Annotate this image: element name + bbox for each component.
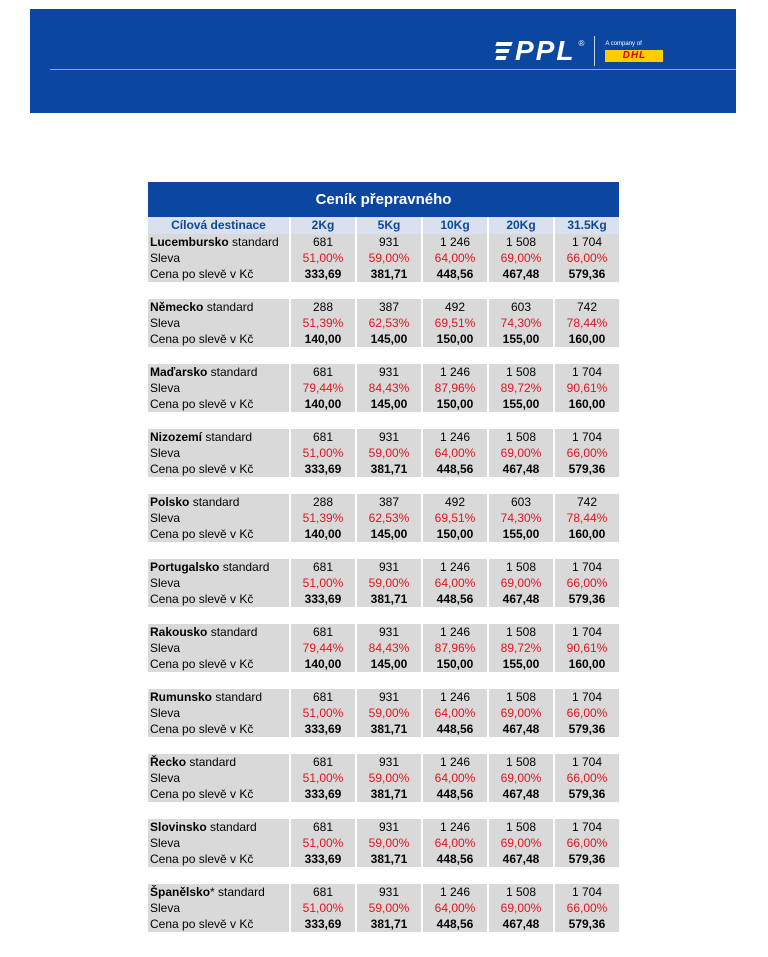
discount-label: Sleva xyxy=(148,640,289,656)
base-price-cell: 1 704 xyxy=(555,819,619,835)
discounted-price-cell: 579,36 xyxy=(555,916,619,932)
ppl-logo xyxy=(496,36,663,66)
discount-cell: 64,00% xyxy=(423,770,487,786)
discounted-price-cell: 448,56 xyxy=(423,851,487,867)
discounted-price-cell: 140,00 xyxy=(291,656,355,672)
company-of-label: A company of xyxy=(605,41,642,47)
country-footnote-mark: * xyxy=(210,885,215,899)
discounted-price-cell: 333,69 xyxy=(291,916,355,932)
column-header: 20Kg xyxy=(489,217,553,234)
destination-label xyxy=(148,624,289,640)
service-label: standard xyxy=(192,495,240,509)
discounted-price-cell: 160,00 xyxy=(555,656,619,672)
discounted-price-cell: 160,00 xyxy=(555,396,619,412)
discount-cell: 78,44% xyxy=(555,510,619,526)
discount-cell: 69,00% xyxy=(489,835,553,851)
spacer-cell xyxy=(148,542,619,559)
discount-cell: 59,00% xyxy=(357,770,421,786)
base-price-cell: 681 xyxy=(291,429,355,445)
base-price-cell: 1 246 xyxy=(423,364,487,380)
base-price-row xyxy=(148,494,619,510)
service-label: standard xyxy=(205,430,253,444)
discounted-price-cell: 467,48 xyxy=(489,461,553,477)
base-price-cell: 1 508 xyxy=(489,754,553,770)
discount-row xyxy=(148,770,619,786)
discount-row xyxy=(148,705,619,721)
discount-cell: 69,00% xyxy=(489,705,553,721)
discounted-price-label: Cena po slevě v Kč xyxy=(148,656,289,672)
discounted-price-cell: 150,00 xyxy=(423,656,487,672)
discount-cell: 59,00% xyxy=(357,445,421,461)
column-header-row xyxy=(148,217,619,234)
discounted-price-cell: 150,00 xyxy=(423,396,487,412)
discount-cell: 66,00% xyxy=(555,900,619,916)
column-header: 5Kg xyxy=(357,217,421,234)
discount-cell: 64,00% xyxy=(423,900,487,916)
base-price-cell: 1 508 xyxy=(489,689,553,705)
discount-cell: 90,61% xyxy=(555,380,619,396)
base-price-cell: 288 xyxy=(291,299,355,315)
discount-cell: 64,00% xyxy=(423,575,487,591)
base-price-cell: 681 xyxy=(291,754,355,770)
base-price-cell: 1 246 xyxy=(423,429,487,445)
base-price-row xyxy=(148,689,619,705)
discount-row xyxy=(148,315,619,331)
base-price-cell: 1 508 xyxy=(489,559,553,575)
discount-cell: 51,00% xyxy=(291,445,355,461)
base-price-cell: 1 508 xyxy=(489,429,553,445)
discounted-price-cell: 333,69 xyxy=(291,721,355,737)
discounted-price-cell: 448,56 xyxy=(423,786,487,802)
discounted-price-label: Cena po slevě v Kč xyxy=(148,331,289,347)
header-divider xyxy=(50,69,736,70)
spacer-cell xyxy=(148,607,619,624)
discount-row xyxy=(148,900,619,916)
discount-cell: 64,00% xyxy=(423,250,487,266)
discounted-price-cell: 145,00 xyxy=(357,396,421,412)
discount-cell: 64,00% xyxy=(423,705,487,721)
base-price-cell: 931 xyxy=(357,689,421,705)
discount-cell: 66,00% xyxy=(555,835,619,851)
discount-row xyxy=(148,250,619,266)
discount-label: Sleva xyxy=(148,510,289,526)
base-price-cell: 931 xyxy=(357,754,421,770)
discounted-price-cell: 155,00 xyxy=(489,331,553,347)
country-name: Rakousko xyxy=(150,625,208,639)
base-price-cell: 1 508 xyxy=(489,624,553,640)
discount-cell: 78,44% xyxy=(555,315,619,331)
base-price-cell: 931 xyxy=(357,819,421,835)
base-price-row xyxy=(148,364,619,380)
discount-cell: 66,00% xyxy=(555,705,619,721)
column-header: 31.5Kg xyxy=(555,217,619,234)
discounted-price-cell: 145,00 xyxy=(357,656,421,672)
country-name: Lucembursko xyxy=(150,235,229,249)
discounted-price-cell: 381,71 xyxy=(357,916,421,932)
discount-row xyxy=(148,445,619,461)
discounted-price-cell: 140,00 xyxy=(291,331,355,347)
discounted-price-cell: 381,71 xyxy=(357,786,421,802)
group-spacer xyxy=(148,737,619,754)
group-spacer xyxy=(148,347,619,364)
discount-row xyxy=(148,835,619,851)
discount-cell: 69,00% xyxy=(489,575,553,591)
discount-label: Sleva xyxy=(148,770,289,786)
discount-row xyxy=(148,380,619,396)
discount-cell: 84,43% xyxy=(357,640,421,656)
discount-cell: 62,53% xyxy=(357,315,421,331)
discounted-price-cell: 448,56 xyxy=(423,266,487,282)
base-price-cell: 603 xyxy=(489,299,553,315)
destination-label xyxy=(148,364,289,380)
discounted-price-row xyxy=(148,721,619,737)
discount-cell: 87,96% xyxy=(423,640,487,656)
discounted-price-cell: 579,36 xyxy=(555,591,619,607)
base-price-cell: 681 xyxy=(291,624,355,640)
discount-cell: 89,72% xyxy=(489,380,553,396)
discount-cell: 59,00% xyxy=(357,705,421,721)
discount-cell: 69,00% xyxy=(489,445,553,461)
column-header: Cílová destinace xyxy=(148,217,289,234)
country-name: Řecko xyxy=(150,755,187,769)
destination-label xyxy=(148,299,289,315)
discount-cell: 90,61% xyxy=(555,640,619,656)
parent-company xyxy=(605,40,663,62)
discount-cell: 51,00% xyxy=(291,900,355,916)
price-table xyxy=(148,182,619,932)
discount-cell: 59,00% xyxy=(357,250,421,266)
discount-cell: 59,00% xyxy=(357,575,421,591)
destination-label xyxy=(148,689,289,705)
base-price-cell: 288 xyxy=(291,494,355,510)
country-name: Portugalsko xyxy=(150,560,220,574)
base-price-cell: 1 246 xyxy=(423,234,487,250)
discount-cell: 64,00% xyxy=(423,835,487,851)
discount-cell: 74,30% xyxy=(489,315,553,331)
discounted-price-row xyxy=(148,461,619,477)
discounted-price-cell: 579,36 xyxy=(555,266,619,282)
spacer-cell xyxy=(148,412,619,429)
base-price-cell: 1 246 xyxy=(423,754,487,770)
destination-label xyxy=(148,884,289,900)
discount-label: Sleva xyxy=(148,575,289,591)
base-price-cell: 1 246 xyxy=(423,819,487,835)
base-price-row xyxy=(148,299,619,315)
discounted-price-cell: 140,00 xyxy=(291,396,355,412)
discount-cell: 66,00% xyxy=(555,770,619,786)
discounted-price-cell: 333,69 xyxy=(291,851,355,867)
discounted-price-cell: 160,00 xyxy=(555,526,619,542)
spacer-cell xyxy=(148,477,619,494)
base-price-cell: 1 704 xyxy=(555,234,619,250)
registered-mark: ® xyxy=(578,38,585,48)
discounted-price-cell: 579,36 xyxy=(555,721,619,737)
discount-row xyxy=(148,640,619,656)
country-name: Nizozemí xyxy=(150,430,203,444)
discounted-price-cell: 579,36 xyxy=(555,461,619,477)
discounted-price-cell: 155,00 xyxy=(489,396,553,412)
discount-cell: 69,00% xyxy=(489,770,553,786)
spacer-cell xyxy=(148,737,619,754)
base-price-cell: 1 508 xyxy=(489,884,553,900)
discounted-price-row xyxy=(148,266,619,282)
base-price-cell: 1 704 xyxy=(555,754,619,770)
destination-label xyxy=(148,494,289,510)
destination-label xyxy=(148,559,289,575)
spacer-cell xyxy=(148,802,619,819)
discount-cell: 51,00% xyxy=(291,770,355,786)
group-spacer xyxy=(148,867,619,884)
base-price-cell: 681 xyxy=(291,884,355,900)
country-name: Slovinsko xyxy=(150,820,207,834)
discounted-price-cell: 155,00 xyxy=(489,656,553,672)
discounted-price-label: Cena po slevě v Kč xyxy=(148,851,289,867)
column-header: 2Kg xyxy=(291,217,355,234)
discount-cell: 84,43% xyxy=(357,380,421,396)
discount-cell: 51,39% xyxy=(291,510,355,526)
base-price-row xyxy=(148,559,619,575)
destination-label xyxy=(148,754,289,770)
base-price-cell: 931 xyxy=(357,429,421,445)
base-price-row xyxy=(148,884,619,900)
discounted-price-cell: 333,69 xyxy=(291,786,355,802)
brand-name: PPL xyxy=(515,35,576,66)
discount-cell: 89,72% xyxy=(489,640,553,656)
discounted-price-cell: 448,56 xyxy=(423,916,487,932)
spacer-cell xyxy=(148,282,619,299)
base-price-row xyxy=(148,624,619,640)
discounted-price-row xyxy=(148,591,619,607)
discount-label: Sleva xyxy=(148,900,289,916)
discounted-price-cell: 155,00 xyxy=(489,526,553,542)
service-label: standard xyxy=(206,300,254,314)
discounted-price-cell: 467,48 xyxy=(489,916,553,932)
discount-cell: 66,00% xyxy=(555,575,619,591)
base-price-cell: 1 246 xyxy=(423,884,487,900)
discounted-price-cell: 150,00 xyxy=(423,331,487,347)
discounted-price-cell: 448,56 xyxy=(423,461,487,477)
base-price-cell: 1 508 xyxy=(489,819,553,835)
discount-cell: 66,00% xyxy=(555,250,619,266)
discount-cell: 51,00% xyxy=(291,250,355,266)
base-price-cell: 1 704 xyxy=(555,624,619,640)
destination-label xyxy=(148,234,289,250)
spacer-cell xyxy=(148,867,619,884)
service-label: standard xyxy=(189,755,237,769)
service-label: standard xyxy=(218,885,265,899)
discounted-price-cell: 333,69 xyxy=(291,461,355,477)
service-label: standard xyxy=(232,235,279,249)
discount-cell: 59,00% xyxy=(357,900,421,916)
base-price-cell: 681 xyxy=(291,234,355,250)
discounted-price-cell: 381,71 xyxy=(357,461,421,477)
discount-cell: 51,00% xyxy=(291,705,355,721)
destination-label xyxy=(148,429,289,445)
base-price-cell: 1 704 xyxy=(555,689,619,705)
discounted-price-row xyxy=(148,851,619,867)
base-price-cell: 1 704 xyxy=(555,559,619,575)
discounted-price-cell: 381,71 xyxy=(357,591,421,607)
discounted-price-cell: 160,00 xyxy=(555,331,619,347)
discount-cell: 66,00% xyxy=(555,445,619,461)
discount-label: Sleva xyxy=(148,835,289,851)
group-spacer xyxy=(148,412,619,429)
group-spacer xyxy=(148,607,619,624)
discounted-price-row xyxy=(148,786,619,802)
discounted-price-cell: 467,48 xyxy=(489,786,553,802)
discounted-price-row xyxy=(148,916,619,932)
service-label: standard xyxy=(215,690,263,704)
base-price-cell: 681 xyxy=(291,819,355,835)
base-price-cell: 1 246 xyxy=(423,559,487,575)
discounted-price-label: Cena po slevě v Kč xyxy=(148,786,289,802)
discounted-price-label: Cena po slevě v Kč xyxy=(148,916,289,932)
country-name: Rumunsko xyxy=(150,690,213,704)
base-price-cell: 492 xyxy=(423,299,487,315)
base-price-cell: 387 xyxy=(357,299,421,315)
discount-label: Sleva xyxy=(148,250,289,266)
spacer-cell xyxy=(148,672,619,689)
service-label: standard xyxy=(222,560,270,574)
discount-cell: 79,44% xyxy=(291,640,355,656)
base-price-row xyxy=(148,819,619,835)
group-spacer xyxy=(148,282,619,299)
discount-cell: 69,51% xyxy=(423,510,487,526)
discounted-price-cell: 579,36 xyxy=(555,851,619,867)
base-price-cell: 1 508 xyxy=(489,234,553,250)
discounted-price-cell: 333,69 xyxy=(291,266,355,282)
discounted-price-cell: 145,00 xyxy=(357,526,421,542)
discounted-price-row xyxy=(148,656,619,672)
base-price-cell: 681 xyxy=(291,364,355,380)
base-price-cell: 931 xyxy=(357,624,421,640)
discount-label: Sleva xyxy=(148,315,289,331)
base-price-row xyxy=(148,754,619,770)
discount-cell: 69,00% xyxy=(489,250,553,266)
discounted-price-label: Cena po slevě v Kč xyxy=(148,591,289,607)
discount-cell: 69,51% xyxy=(423,315,487,331)
dhl-logo: DHL xyxy=(605,50,663,62)
discounted-price-cell: 145,00 xyxy=(357,331,421,347)
service-label: standard xyxy=(210,365,258,379)
discount-cell: 87,96% xyxy=(423,380,487,396)
base-price-cell: 603 xyxy=(489,494,553,510)
discount-cell: 51,39% xyxy=(291,315,355,331)
base-price-cell: 742 xyxy=(555,494,619,510)
base-price-cell: 1 246 xyxy=(423,689,487,705)
base-price-cell: 931 xyxy=(357,234,421,250)
base-price-cell: 1 704 xyxy=(555,364,619,380)
discounted-price-cell: 467,48 xyxy=(489,721,553,737)
discounted-price-cell: 579,36 xyxy=(555,786,619,802)
discount-cell: 59,00% xyxy=(357,835,421,851)
base-price-cell: 742 xyxy=(555,299,619,315)
column-header: 10Kg xyxy=(423,217,487,234)
discounted-price-row xyxy=(148,331,619,347)
discount-row xyxy=(148,575,619,591)
base-price-cell: 1 508 xyxy=(489,364,553,380)
country-name: Maďarsko xyxy=(150,365,208,379)
discounted-price-label: Cena po slevě v Kč xyxy=(148,266,289,282)
discounted-price-cell: 150,00 xyxy=(423,526,487,542)
country-name: Španělsko xyxy=(150,885,211,899)
base-price-cell: 1 704 xyxy=(555,884,619,900)
base-price-cell: 681 xyxy=(291,559,355,575)
discount-cell: 51,00% xyxy=(291,835,355,851)
price-grid xyxy=(146,217,621,932)
spacer-cell xyxy=(148,347,619,364)
base-price-cell: 492 xyxy=(423,494,487,510)
discounted-price-cell: 381,71 xyxy=(357,721,421,737)
logo-separator xyxy=(594,36,595,66)
group-spacer xyxy=(148,542,619,559)
service-label: standard xyxy=(210,820,257,834)
service-label: standard xyxy=(210,625,258,639)
discount-cell: 69,00% xyxy=(489,900,553,916)
group-spacer xyxy=(148,802,619,819)
base-price-cell: 387 xyxy=(357,494,421,510)
discounted-price-cell: 381,71 xyxy=(357,851,421,867)
discounted-price-cell: 467,48 xyxy=(489,591,553,607)
discounted-price-label: Cena po slevě v Kč xyxy=(148,461,289,477)
group-spacer xyxy=(148,477,619,494)
discount-label: Sleva xyxy=(148,380,289,396)
discounted-price-row xyxy=(148,526,619,542)
discounted-price-cell: 333,69 xyxy=(291,591,355,607)
discounted-price-cell: 140,00 xyxy=(291,526,355,542)
table-title: Ceník přepravného xyxy=(148,182,619,217)
discounted-price-label: Cena po slevě v Kč xyxy=(148,721,289,737)
discounted-price-cell: 467,48 xyxy=(489,851,553,867)
discounted-price-cell: 448,56 xyxy=(423,591,487,607)
base-price-cell: 681 xyxy=(291,689,355,705)
group-spacer xyxy=(148,672,619,689)
discount-label: Sleva xyxy=(148,445,289,461)
base-price-cell: 931 xyxy=(357,364,421,380)
discounted-price-cell: 448,56 xyxy=(423,721,487,737)
base-price-row xyxy=(148,234,619,250)
discount-cell: 62,53% xyxy=(357,510,421,526)
destination-label xyxy=(148,819,289,835)
discount-cell: 64,00% xyxy=(423,445,487,461)
discount-row xyxy=(148,510,619,526)
discounted-price-row xyxy=(148,396,619,412)
discount-cell: 51,00% xyxy=(291,575,355,591)
base-price-cell: 1 704 xyxy=(555,429,619,445)
discount-label: Sleva xyxy=(148,705,289,721)
speed-lines-icon xyxy=(496,42,512,60)
discounted-price-cell: 381,71 xyxy=(357,266,421,282)
country-name: Německo xyxy=(150,300,204,314)
discounted-price-cell: 467,48 xyxy=(489,266,553,282)
country-name: Polsko xyxy=(150,495,190,509)
discount-cell: 74,30% xyxy=(489,510,553,526)
base-price-cell: 931 xyxy=(357,559,421,575)
discounted-price-label: Cena po slevě v Kč xyxy=(148,396,289,412)
discounted-price-label: Cena po slevě v Kč xyxy=(148,526,289,542)
base-price-row xyxy=(148,429,619,445)
base-price-cell: 1 246 xyxy=(423,624,487,640)
discount-cell: 79,44% xyxy=(291,380,355,396)
base-price-cell: 931 xyxy=(357,884,421,900)
